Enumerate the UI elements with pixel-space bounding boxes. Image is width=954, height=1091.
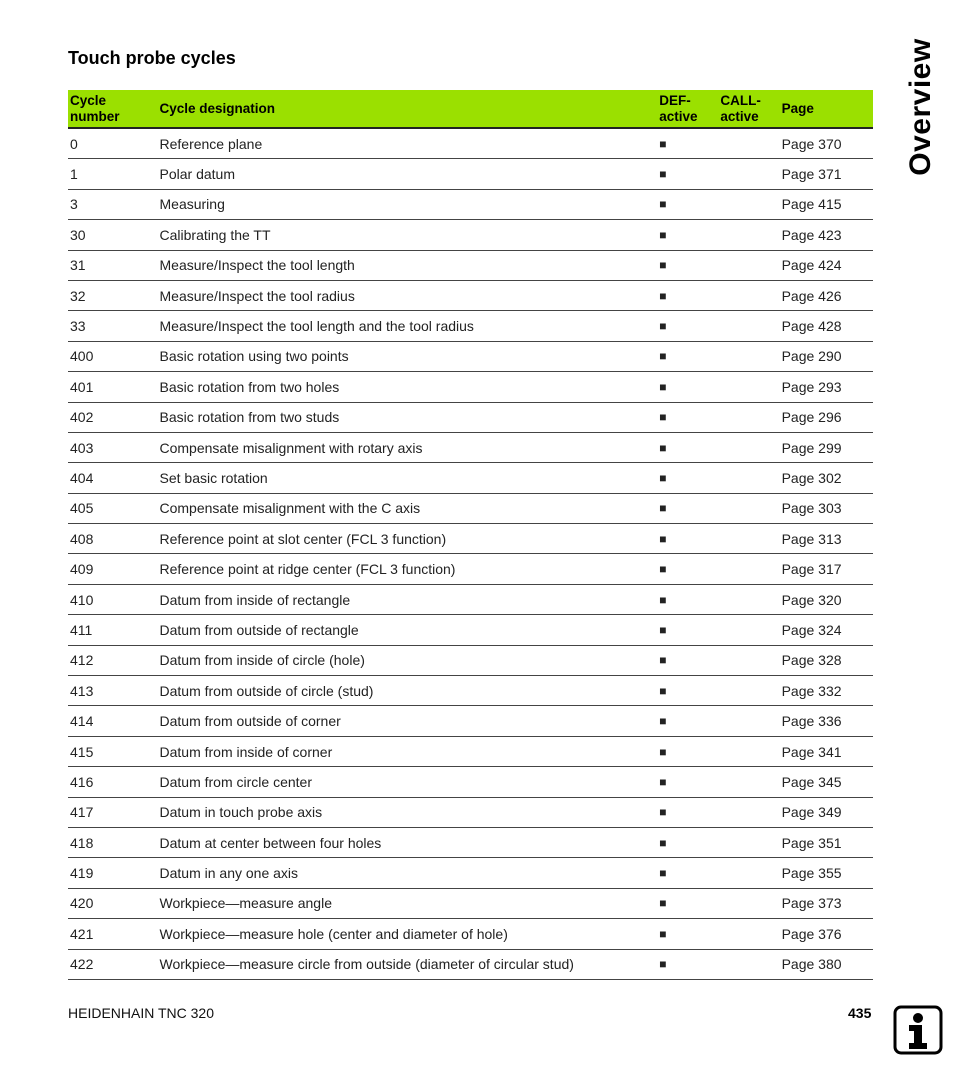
def-active-cell: ■ [657, 159, 718, 189]
page-reference-cell: Page 371 [780, 159, 873, 189]
call-active-cell [718, 645, 779, 675]
def-active-cell: ■ [657, 827, 718, 857]
call-active-cell [718, 341, 779, 371]
def-active-cell: ■ [657, 797, 718, 827]
page-reference-cell: Page 328 [780, 645, 873, 675]
def-active-cell: ■ [657, 858, 718, 888]
page-reference-cell: Page 380 [780, 949, 873, 979]
table-row [68, 797, 873, 827]
def-active-cell: ■ [657, 919, 718, 949]
call-active-cell [718, 554, 779, 584]
def-active-cell: ■ [657, 280, 718, 310]
cycle-number-cell: 411 [68, 615, 154, 645]
call-active-cell [718, 706, 779, 736]
cycle-designation-cell: Compensate misalignment with the C axis [154, 493, 658, 523]
call-active-cell [718, 615, 779, 645]
cycle-designation-cell: Measure/Inspect the tool length and the tool radius [154, 311, 658, 341]
table-row [68, 858, 873, 888]
cycle-number-cell: 421 [68, 919, 154, 949]
table-row [68, 676, 873, 706]
cycle-designation-cell: Measure/Inspect the tool length [154, 250, 658, 280]
cycle-designation-cell: Datum from outside of rectangle [154, 615, 658, 645]
page-reference-cell: Page 424 [780, 250, 873, 280]
def-active-cell: ■ [657, 402, 718, 432]
def-active-cell: ■ [657, 220, 718, 250]
table-row [68, 189, 873, 219]
table-row [68, 767, 873, 797]
call-active-cell [718, 432, 779, 462]
page-reference-cell: Page 351 [780, 827, 873, 857]
cycle-designation-cell: Datum from inside of circle (hole) [154, 645, 658, 675]
page-reference-cell: Page 423 [780, 220, 873, 250]
call-active-cell [718, 797, 779, 827]
info-icon [893, 1005, 943, 1055]
def-active-cell: ■ [657, 372, 718, 402]
call-active-cell [718, 493, 779, 523]
def-active-cell: ■ [657, 493, 718, 523]
cycle-designation-cell: Measure/Inspect the tool radius [154, 280, 658, 310]
table-row [68, 615, 873, 645]
cycle-number-cell: 409 [68, 554, 154, 584]
cycle-number-cell: 419 [68, 858, 154, 888]
table-body [68, 128, 873, 979]
call-active-cell [718, 827, 779, 857]
page-reference-cell: Page 332 [780, 676, 873, 706]
table-row [68, 919, 873, 949]
cycle-number-cell: 422 [68, 949, 154, 979]
table-row [68, 128, 873, 159]
call-active-cell [718, 128, 779, 159]
call-active-cell [718, 280, 779, 310]
page-reference-cell: Page 373 [780, 888, 873, 918]
page-reference-cell: Page 317 [780, 554, 873, 584]
call-active-cell [718, 220, 779, 250]
cycle-designation-cell: Datum in touch probe axis [154, 797, 658, 827]
header-cycle-number: Cycle number [68, 90, 154, 128]
cycle-designation-cell: Measuring [154, 189, 658, 219]
call-active-cell [718, 888, 779, 918]
cycle-designation-cell: Basic rotation using two points [154, 341, 658, 371]
call-active-cell [718, 919, 779, 949]
table-row [68, 311, 873, 341]
page-reference-cell: Page 345 [780, 767, 873, 797]
cycle-number-cell: 31 [68, 250, 154, 280]
table-row [68, 645, 873, 675]
call-active-cell [718, 159, 779, 189]
table-row [68, 341, 873, 371]
call-active-cell [718, 250, 779, 280]
page-reference-cell: Page 355 [780, 858, 873, 888]
page-reference-cell: Page 290 [780, 341, 873, 371]
page-reference-cell: Page 296 [780, 402, 873, 432]
table-row [68, 888, 873, 918]
page-reference-cell: Page 303 [780, 493, 873, 523]
def-active-cell: ■ [657, 189, 718, 219]
table-row [68, 463, 873, 493]
footer-product-name: HEIDENHAIN TNC 320 [68, 1005, 215, 1021]
page-reference-cell: Page 299 [780, 432, 873, 462]
table-row [68, 220, 873, 250]
cycle-designation-cell: Workpiece—measure circle from outside (diameter of circular stud) [154, 949, 658, 979]
def-active-cell: ■ [657, 736, 718, 766]
page-reference-cell: Page 349 [780, 797, 873, 827]
def-active-cell: ■ [657, 311, 718, 341]
def-active-cell: ■ [657, 250, 718, 280]
cycle-designation-cell: Reference point at ridge center (FCL 3 function) [154, 554, 658, 584]
def-active-cell: ■ [657, 676, 718, 706]
header-def-active: DEF- active [657, 90, 718, 128]
table-row [68, 402, 873, 432]
def-active-cell: ■ [657, 524, 718, 554]
header-cycle-designation: Cycle designation [154, 90, 658, 128]
page-reference-cell: Page 302 [780, 463, 873, 493]
call-active-cell [718, 767, 779, 797]
cycle-number-cell: 414 [68, 706, 154, 736]
table-row [68, 159, 873, 189]
page-reference-cell: Page 320 [780, 584, 873, 614]
cycle-number-cell: 412 [68, 645, 154, 675]
cycle-designation-cell: Datum from circle center [154, 767, 658, 797]
call-active-cell [718, 311, 779, 341]
table-row [68, 827, 873, 857]
call-active-cell [718, 402, 779, 432]
cycle-designation-cell: Basic rotation from two holes [154, 372, 658, 402]
page-reference-cell: Page 428 [780, 311, 873, 341]
call-active-cell [718, 676, 779, 706]
def-active-cell: ■ [657, 949, 718, 979]
page-reference-cell: Page 341 [780, 736, 873, 766]
def-active-cell: ■ [657, 463, 718, 493]
table-row [68, 554, 873, 584]
call-active-cell [718, 736, 779, 766]
cycle-number-cell: 401 [68, 372, 154, 402]
def-active-cell: ■ [657, 554, 718, 584]
cycle-number-cell: 415 [68, 736, 154, 766]
table-row [68, 372, 873, 402]
side-tab-label: Overview [904, 38, 937, 176]
call-active-cell [718, 584, 779, 614]
cycle-designation-cell: Reference plane [154, 128, 658, 159]
page-reference-cell: Page 370 [780, 128, 873, 159]
table-row [68, 250, 873, 280]
cycle-designation-cell: Datum in any one axis [154, 858, 658, 888]
page-reference-cell: Page 313 [780, 524, 873, 554]
cycle-number-cell: 1 [68, 159, 154, 189]
cycle-designation-cell: Polar datum [154, 159, 658, 189]
call-active-cell [718, 463, 779, 493]
cycle-number-cell: 417 [68, 797, 154, 827]
table-row [68, 949, 873, 979]
call-active-cell [718, 189, 779, 219]
side-tab-overview [895, 38, 947, 176]
call-active-cell [718, 858, 779, 888]
table-header-row [68, 90, 873, 128]
def-active-cell: ■ [657, 341, 718, 371]
footer-page-number: 435 [848, 1005, 872, 1021]
cycle-number-cell: 404 [68, 463, 154, 493]
cycle-number-cell: 418 [68, 827, 154, 857]
page-reference-cell: Page 324 [780, 615, 873, 645]
cycle-designation-cell: Datum from inside of rectangle [154, 584, 658, 614]
call-active-cell [718, 949, 779, 979]
cycle-designation-cell: Datum at center between four holes [154, 827, 658, 857]
cycle-designation-cell: Basic rotation from two studs [154, 402, 658, 432]
cycle-number-cell: 403 [68, 432, 154, 462]
page-reference-cell: Page 415 [780, 189, 873, 219]
cycle-number-cell: 402 [68, 402, 154, 432]
cycle-number-cell: 32 [68, 280, 154, 310]
cycle-number-cell: 400 [68, 341, 154, 371]
def-active-cell: ■ [657, 128, 718, 159]
def-active-cell: ■ [657, 767, 718, 797]
def-active-cell: ■ [657, 432, 718, 462]
call-active-cell [718, 372, 779, 402]
cycle-number-cell: 416 [68, 767, 154, 797]
table-row [68, 432, 873, 462]
page-reference-cell: Page 293 [780, 372, 873, 402]
cycle-designation-cell: Datum from inside of corner [154, 736, 658, 766]
cycle-designation-cell: Compensate misalignment with rotary axis [154, 432, 658, 462]
cycle-designation-cell: Datum from outside of circle (stud) [154, 676, 658, 706]
cycle-number-cell: 3 [68, 189, 154, 219]
section-title: Touch probe cycles [68, 48, 236, 68]
cycle-number-cell: 33 [68, 311, 154, 341]
page-reference-cell: Page 376 [780, 919, 873, 949]
cycle-number-cell: 408 [68, 524, 154, 554]
page-reference-cell: Page 336 [780, 706, 873, 736]
touch-probe-cycles-table [68, 90, 873, 980]
cycle-designation-cell: Workpiece—measure angle [154, 888, 658, 918]
def-active-cell: ■ [657, 888, 718, 918]
cycle-number-cell: 405 [68, 493, 154, 523]
page-reference-cell: Page 426 [780, 280, 873, 310]
def-active-cell: ■ [657, 584, 718, 614]
table-row [68, 584, 873, 614]
cycle-number-cell: 413 [68, 676, 154, 706]
table-row [68, 493, 873, 523]
def-active-cell: ■ [657, 615, 718, 645]
call-active-cell [718, 524, 779, 554]
table-row [68, 706, 873, 736]
table-row [68, 736, 873, 766]
header-call-active: CALL- active [718, 90, 779, 128]
cycle-number-cell: 30 [68, 220, 154, 250]
header-page: Page [780, 90, 873, 128]
def-active-cell: ■ [657, 645, 718, 675]
cycle-number-cell: 420 [68, 888, 154, 918]
def-active-cell: ■ [657, 706, 718, 736]
cycle-designation-cell: Workpiece—measure hole (center and diameter of hole) [154, 919, 658, 949]
cycle-number-cell: 0 [68, 128, 154, 159]
cycle-designation-cell: Calibrating the TT [154, 220, 658, 250]
cycle-number-cell: 410 [68, 584, 154, 614]
table-row [68, 524, 873, 554]
cycle-designation-cell: Set basic rotation [154, 463, 658, 493]
cycle-designation-cell: Reference point at slot center (FCL 3 function) [154, 524, 658, 554]
cycle-designation-cell: Datum from outside of corner [154, 706, 658, 736]
table-row [68, 280, 873, 310]
